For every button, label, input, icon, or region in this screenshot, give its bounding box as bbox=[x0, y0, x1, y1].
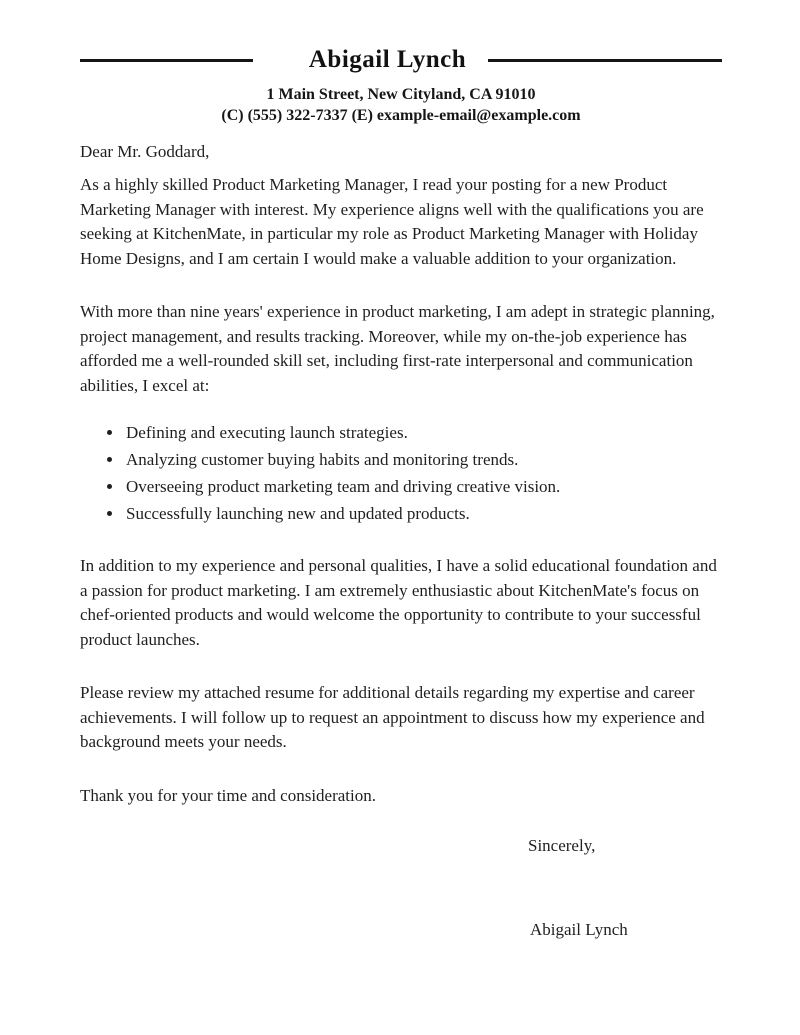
letterhead-rule-right bbox=[488, 59, 722, 62]
skills-list bbox=[106, 421, 706, 525]
skills-item: • Defining and executing launch strategies. bbox=[124, 421, 706, 444]
paragraph-thanks: Thank you for your time and consideration. bbox=[80, 785, 377, 805]
signature-name: Abigail Lynch bbox=[530, 920, 628, 939]
closing: Sincerely, bbox=[528, 836, 596, 855]
contact-line: (C) (555) 322-7337 (E) example-email@example.com bbox=[221, 107, 581, 124]
paragraph-experience: With more than nine years' experience in product marketing, I am adept in strategic planning, project management, and results tracking. Moreover, while my on-the-job experience has afforded me a well-rounded skill set, including first-rate interpersonal and communication abilities, I excel at: bbox=[80, 302, 715, 395]
skills-item: • Overseeing product marketing team and driving creative vision. bbox=[124, 475, 706, 498]
address-block bbox=[80, 84, 722, 126]
letterhead bbox=[80, 46, 722, 74]
skills-item: • Analyzing customer buying habits and monitoring trends. bbox=[124, 448, 706, 471]
address-line: 1 Main Street, New Cityland, CA 91010 bbox=[266, 86, 536, 103]
skills-item: • Successfully launching new and updated products. bbox=[124, 502, 706, 525]
salutation: Dear Mr. Goddard, bbox=[80, 142, 210, 161]
paragraph-resume: Please review my attached resume for additional details regarding my expertise and career achievements. I will follow up to request an appointment to discuss how my experience and background meets your needs. bbox=[80, 683, 705, 751]
paragraph-education: In addition to my experience and personal qualities, I have a solid educational foundation and a passion for product marketing. I am extremely enthusiastic about KitchenMate's focus on chef-oriented products and would welcome the opportunity to contribute to your successful product launches. bbox=[80, 556, 717, 649]
letterhead-name: Abigail Lynch bbox=[308, 46, 467, 73]
letterhead-rule-left bbox=[80, 59, 253, 62]
paragraph-intro: As a highly skilled Product Marketing Manager, I read your posting for a new Product Marketing Manager with interest. My experience aligns well with the qualifications you are seeking at KitchenMate, in particular my role as Product Marketing Manager with Holiday Home Designs, and I am certain I would make a valuable addition to your organization. bbox=[80, 175, 704, 268]
